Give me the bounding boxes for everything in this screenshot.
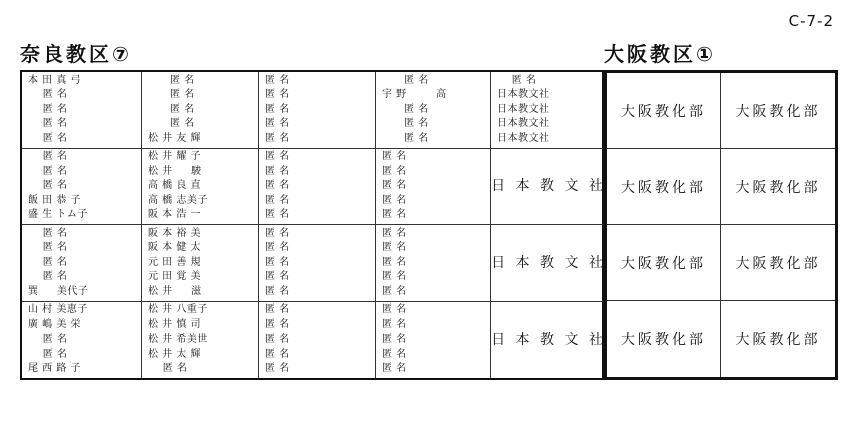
donor-name-table xyxy=(20,70,604,380)
donor-name: 盛 生 トム子 xyxy=(28,209,88,221)
donor-name: 匿 名 xyxy=(265,227,290,239)
donor-name: 日本教文社 xyxy=(497,103,550,115)
donor-name: 匿 名 xyxy=(382,151,407,163)
donor-cell xyxy=(259,72,376,149)
donor-name: 匿 名 xyxy=(28,333,68,345)
donor-name: 匿 名 xyxy=(382,180,407,192)
donor-cell xyxy=(259,225,376,302)
donor-cell xyxy=(376,302,491,379)
donor-name: 匿 名 xyxy=(265,363,290,375)
donor-name: 廣 嶋 美 栄 xyxy=(28,319,82,330)
donor-name: 匿 名 xyxy=(265,165,290,177)
donor-name: 日 本 教 文 社 xyxy=(491,178,606,195)
osaka-kyokabu-cell: 大阪教化部 xyxy=(721,149,835,225)
donor-name: 匿 名 xyxy=(265,333,290,345)
donor-name: 匿 名 xyxy=(148,74,195,86)
donor-name: 阪 本 健 太 xyxy=(148,242,202,254)
osaka-kyokabu-cell: 大阪教化部 xyxy=(735,332,821,348)
donor-name: 匿 名 xyxy=(265,271,290,283)
donor-name: 匿 名 xyxy=(28,180,68,192)
donor-name: 匿 名 xyxy=(28,165,68,177)
donor-name: 匿 名 xyxy=(382,348,407,360)
donor-name: 匿 名 xyxy=(265,103,290,115)
donor-name: 日本教文社 xyxy=(497,89,550,101)
donor-name: 日本教文社 xyxy=(497,132,550,144)
donor-name: 飯 田 恭 子 xyxy=(28,194,82,206)
donor-cell xyxy=(491,149,606,226)
osaka-kyokabu-cell: 大阪教化部 xyxy=(721,225,835,301)
donor-name: 匿 名 xyxy=(382,285,407,297)
donor-name: 匿 名 xyxy=(382,165,407,177)
osaka-kyokabu-cell: 大阪教化部 xyxy=(607,73,721,149)
donor-name: 日 本 教 文 社 xyxy=(491,331,606,348)
donor-name: 元 田 善 規 xyxy=(148,256,202,268)
donor-cell xyxy=(376,225,491,302)
donor-name: 松 井 太 輝 xyxy=(148,348,202,360)
donor-name: 松 井 耀 子 xyxy=(148,151,202,163)
donor-name: 匿 名 xyxy=(148,103,195,115)
donor-name: 日 本 教 文 社 xyxy=(491,254,606,271)
donor-name: 阪 本 浩 一 xyxy=(148,209,202,221)
donor-name: 匿 名 xyxy=(148,118,195,130)
donor-name: 匿 名 xyxy=(382,194,407,206)
donor-name: 匿 名 xyxy=(265,180,290,192)
donor-name: 元 田 覚 美 xyxy=(148,271,202,283)
donor-name: 匿 名 xyxy=(382,256,407,268)
donor-name: 匿 名 xyxy=(28,348,68,360)
osaka-kyokabu-cell: 大阪教化部 xyxy=(607,301,721,377)
osaka-district-title: 大阪教区① xyxy=(604,42,716,66)
donor-name: 匿 名 xyxy=(265,194,290,206)
donor-cell xyxy=(259,149,376,226)
donor-name: 匿 名 xyxy=(382,304,407,316)
donor-cell xyxy=(22,225,142,302)
donor-name: 匿 名 xyxy=(265,132,290,144)
donor-cell xyxy=(376,72,491,149)
donor-name: 匿 名 xyxy=(265,242,290,254)
osaka-kyokabu-cell: 大阪教化部 xyxy=(607,149,721,225)
donor-name: 匿 名 xyxy=(265,151,290,163)
donor-name: 日本教文社 xyxy=(497,118,550,130)
donor-name: 匿 名 xyxy=(382,333,407,345)
donor-name: 匿 名 xyxy=(28,132,68,144)
donor-cell xyxy=(491,225,606,302)
donor-name: 匿 名 xyxy=(382,209,407,221)
donor-cell xyxy=(22,149,142,226)
donor-name: 松 井 希美世 xyxy=(148,333,208,345)
donor-name: 匿 名 xyxy=(265,348,290,360)
donor-name: 松 井 滋 xyxy=(148,285,202,297)
donor-name: 匿 名 xyxy=(497,74,537,86)
donor-name: 匿 名 xyxy=(382,227,407,239)
donor-name: 匿 名 xyxy=(28,151,68,163)
donor-cell xyxy=(142,149,259,226)
donor-cell xyxy=(491,72,606,149)
donor-name: 匿 名 xyxy=(382,363,407,375)
donor-name: 松 井 駿 xyxy=(148,165,202,177)
donor-name: 匿 名 xyxy=(382,271,407,283)
donor-cell xyxy=(142,225,259,302)
donor-name: 匿 名 xyxy=(382,132,429,144)
donor-name: 匿 名 xyxy=(28,271,68,283)
donor-name: 匿 名 xyxy=(382,242,407,254)
donor-name: 匿 名 xyxy=(28,242,68,254)
osaka-kyokabu-cell: 大阪教化部 xyxy=(607,225,721,301)
donor-name: 匿 名 xyxy=(382,74,429,86)
donor-name: 尾 西 路 子 xyxy=(28,363,82,375)
donor-name: 山 村 美恵子 xyxy=(28,304,88,316)
donor-name: 高 橋 良 直 xyxy=(148,180,202,192)
donor-name: 匿 名 xyxy=(28,256,68,268)
donor-name: 巽 美代子 xyxy=(28,285,89,297)
nara-district-title: 奈良教区⑦ xyxy=(20,42,132,66)
donor-name: 高 橋 志美子 xyxy=(148,194,208,206)
page-code: C-7-2 xyxy=(788,12,834,30)
donor-name: 匿 名 xyxy=(265,304,290,316)
donor-name: 匿 名 xyxy=(28,89,68,101)
donor-name: 匿 名 xyxy=(265,256,290,268)
donor-cell xyxy=(491,302,606,379)
donor-name: 匿 名 xyxy=(28,103,68,115)
donor-name: 宇 野 高 xyxy=(382,89,447,101)
donor-name: 松 井 慎 司 xyxy=(148,319,202,330)
donor-name: 匿 名 xyxy=(265,89,290,101)
donor-name: 匿 名 xyxy=(28,227,68,239)
donor-name: 本 田 真 弓 xyxy=(28,74,82,86)
donor-name: 松 井 友 輝 xyxy=(148,132,202,144)
donor-name: 阪 本 裕 美 xyxy=(148,227,202,239)
donor-cell xyxy=(142,72,259,149)
donor-name: 匿 名 xyxy=(382,118,429,130)
donor-name: 匿 名 xyxy=(265,319,290,330)
donor-name: 匿 名 xyxy=(265,209,290,221)
donor-name: 匿 名 xyxy=(148,363,188,375)
donor-cell xyxy=(22,302,142,379)
donor-cell xyxy=(142,302,259,379)
donor-cell xyxy=(22,72,142,149)
donor-name: 匿 名 xyxy=(265,74,290,86)
donor-name: 松 井 八重子 xyxy=(148,304,208,316)
osaka-kyokabu-cell: 大阪教化部 xyxy=(721,73,835,149)
donor-cell xyxy=(376,149,491,226)
donor-name: 匿 名 xyxy=(148,89,195,101)
donor-cell xyxy=(259,302,376,379)
donor-name: 匿 名 xyxy=(265,285,290,297)
donor-name: 匿 名 xyxy=(382,319,407,330)
donor-name: 匿 名 xyxy=(28,118,68,130)
donor-name: 匿 名 xyxy=(382,103,429,115)
donor-name: 匿 名 xyxy=(265,118,290,130)
osaka-table xyxy=(604,70,838,380)
